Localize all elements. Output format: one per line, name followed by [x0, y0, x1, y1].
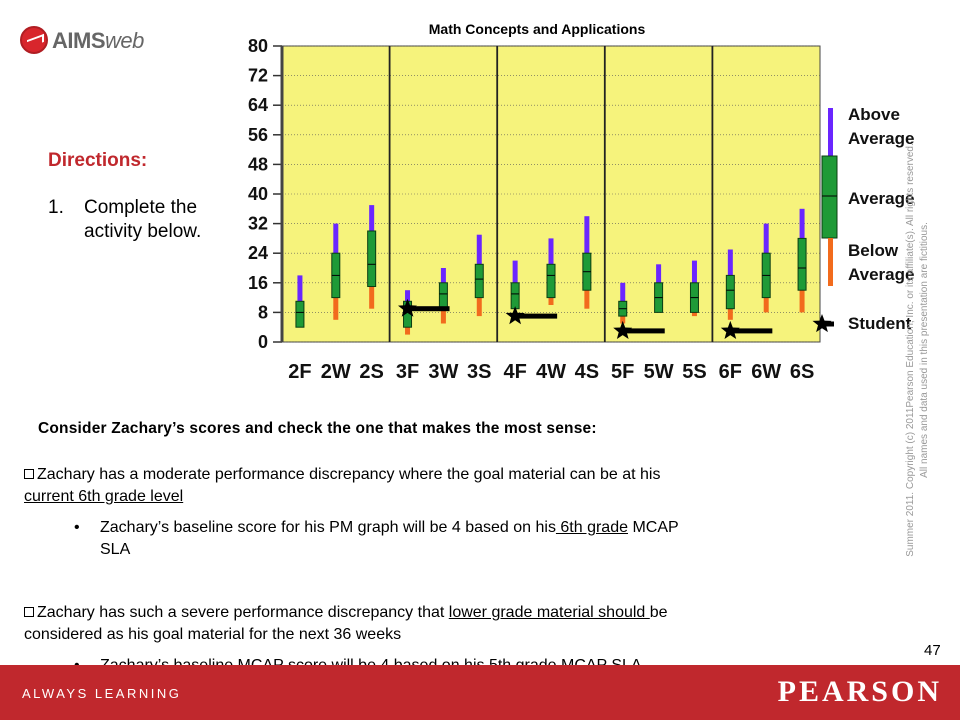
- x-tick-label: 2S: [359, 361, 384, 383]
- option-1-bullet-underlined: 6th grade: [555, 519, 628, 536]
- option-1-bullet-text-c: SLA: [100, 541, 131, 558]
- directions-item-text: Complete the activity below.: [84, 197, 202, 242]
- y-tick-label: 8: [257, 302, 268, 323]
- x-tick-label: 2W: [320, 361, 351, 383]
- below-average-whisker: [800, 290, 805, 312]
- x-tick-label: 5F: [611, 361, 635, 383]
- below-average-whisker: [405, 327, 410, 334]
- option-2-text-b: be: [649, 604, 668, 621]
- legend-student-bar: [822, 322, 834, 327]
- above-average-whisker: [692, 261, 697, 283]
- option-2-checkbox[interactable]: [24, 607, 34, 617]
- average-box: [475, 264, 483, 297]
- average-box: [726, 275, 734, 308]
- below-average-whisker: [549, 298, 554, 305]
- x-tick-label: 5S: [682, 361, 707, 383]
- above-average-whisker: [369, 205, 374, 231]
- legend-label-above: Average: [848, 129, 915, 148]
- option-1-text-a: Zachary has a moderate performance discrepancy where the goal material can be at his: [37, 466, 661, 483]
- copyright-notice: [904, 90, 964, 610]
- below-average-whisker: [369, 287, 374, 309]
- y-tick-label: 16: [247, 272, 268, 293]
- y-tick-label: 64: [247, 95, 268, 116]
- option-1-bullet-text-b: MCAP: [628, 519, 679, 536]
- x-tick-label: 5W: [643, 361, 674, 383]
- x-tick-label: 3S: [467, 361, 492, 383]
- above-average-whisker: [764, 224, 769, 254]
- average-box: [296, 301, 304, 327]
- average-box: [368, 231, 376, 287]
- y-tick-label: 40: [247, 184, 268, 204]
- above-average-whisker: [549, 238, 554, 264]
- legend-average-swatch: [822, 156, 837, 238]
- aimsweb-logo: [20, 22, 150, 62]
- average-box: [547, 264, 555, 297]
- option-2-text-a: Zachary has such a severe performance discrepancy that: [37, 604, 449, 621]
- legend-label-below: Below: [848, 241, 899, 260]
- question-prompt: Consider Zachary’s scores and check the one that makes the most sense:: [38, 420, 597, 437]
- y-tick-label: 56: [247, 124, 268, 145]
- option-2-text-c: considered as his goal material for the next 36 weeks: [24, 626, 402, 643]
- x-tick-label: 4W: [536, 361, 566, 383]
- y-tick-label: 24: [247, 243, 268, 264]
- option-2-text-underlined: lower grade material should: [448, 604, 650, 621]
- x-tick-label: 6F: [718, 361, 743, 383]
- legend-label-average: Average: [848, 189, 915, 208]
- copyright-line-2: All names and data used in this presentation are fictitious.: [919, 222, 930, 478]
- option-1-text-b: current 6th grade level: [24, 488, 184, 505]
- average-box: [798, 238, 806, 290]
- copyright-line-1: Summer 2011. Copyright (c) 2011Pearson Education, Inc. or its affiliate(s). All rights reserved.: [905, 143, 916, 557]
- x-tick-label: 4S: [574, 361, 600, 383]
- legend-above-average-swatch: [828, 108, 833, 156]
- above-average-whisker: [477, 235, 482, 265]
- below-average-whisker: [333, 298, 338, 320]
- above-average-whisker: [656, 264, 661, 283]
- y-tick-label: 32: [247, 213, 268, 234]
- legend-label-student: Student: [848, 314, 912, 333]
- footer-bar: [0, 665, 960, 720]
- pearson-logo: PEARSON: [777, 675, 942, 708]
- directions-title: Directions:: [48, 150, 148, 171]
- x-tick-label: 3W: [428, 361, 459, 383]
- below-average-whisker: [728, 309, 733, 320]
- footer-tagline: ALWAYS LEARNING: [22, 686, 182, 701]
- x-tick-label: 6W: [751, 361, 782, 383]
- below-average-whisker: [584, 290, 589, 309]
- y-tick-label: 80: [247, 36, 268, 56]
- above-average-whisker: [513, 261, 518, 283]
- below-average-whisker: [692, 312, 697, 316]
- option-2[interactable]: [24, 602, 894, 646]
- page-number: 47: [924, 642, 941, 659]
- legend-label-above: Above: [848, 105, 900, 124]
- above-average-whisker: [333, 224, 338, 254]
- above-average-whisker: [800, 209, 805, 239]
- chart-title: Math Concepts and Applications: [428, 21, 646, 37]
- legend-label-below: Average: [848, 265, 915, 284]
- bullet-dot: •: [74, 519, 80, 536]
- above-average-whisker: [297, 275, 302, 301]
- above-average-whisker: [441, 268, 446, 283]
- below-average-whisker: [477, 298, 482, 317]
- above-average-whisker: [728, 250, 733, 276]
- y-tick-label: 48: [247, 154, 268, 175]
- above-average-whisker: [584, 216, 589, 253]
- above-average-whisker: [620, 283, 625, 302]
- legend-below-average-swatch: [828, 238, 833, 286]
- option-1-bullet-text-a: Zachary’s baseline score for his PM graph will be 4 based on his: [100, 519, 556, 536]
- aimsweb-logo-text: AIMSweb: [52, 28, 144, 53]
- x-tick-label: 3F: [395, 361, 420, 383]
- directions-item-number: 1.: [48, 197, 64, 218]
- average-box: [511, 283, 519, 309]
- below-average-whisker: [764, 298, 769, 313]
- x-tick-label: 2F: [288, 361, 312, 383]
- y-tick-label: 0: [257, 332, 268, 352]
- y-tick-label: 72: [247, 65, 268, 86]
- x-tick-label: 4F: [503, 361, 527, 383]
- option-1-checkbox[interactable]: [24, 469, 34, 479]
- x-tick-label: 6S: [789, 361, 815, 383]
- aimsweb-logo-icon: [20, 26, 48, 54]
- average-box: [439, 283, 447, 309]
- option-1[interactable]: [24, 464, 894, 508]
